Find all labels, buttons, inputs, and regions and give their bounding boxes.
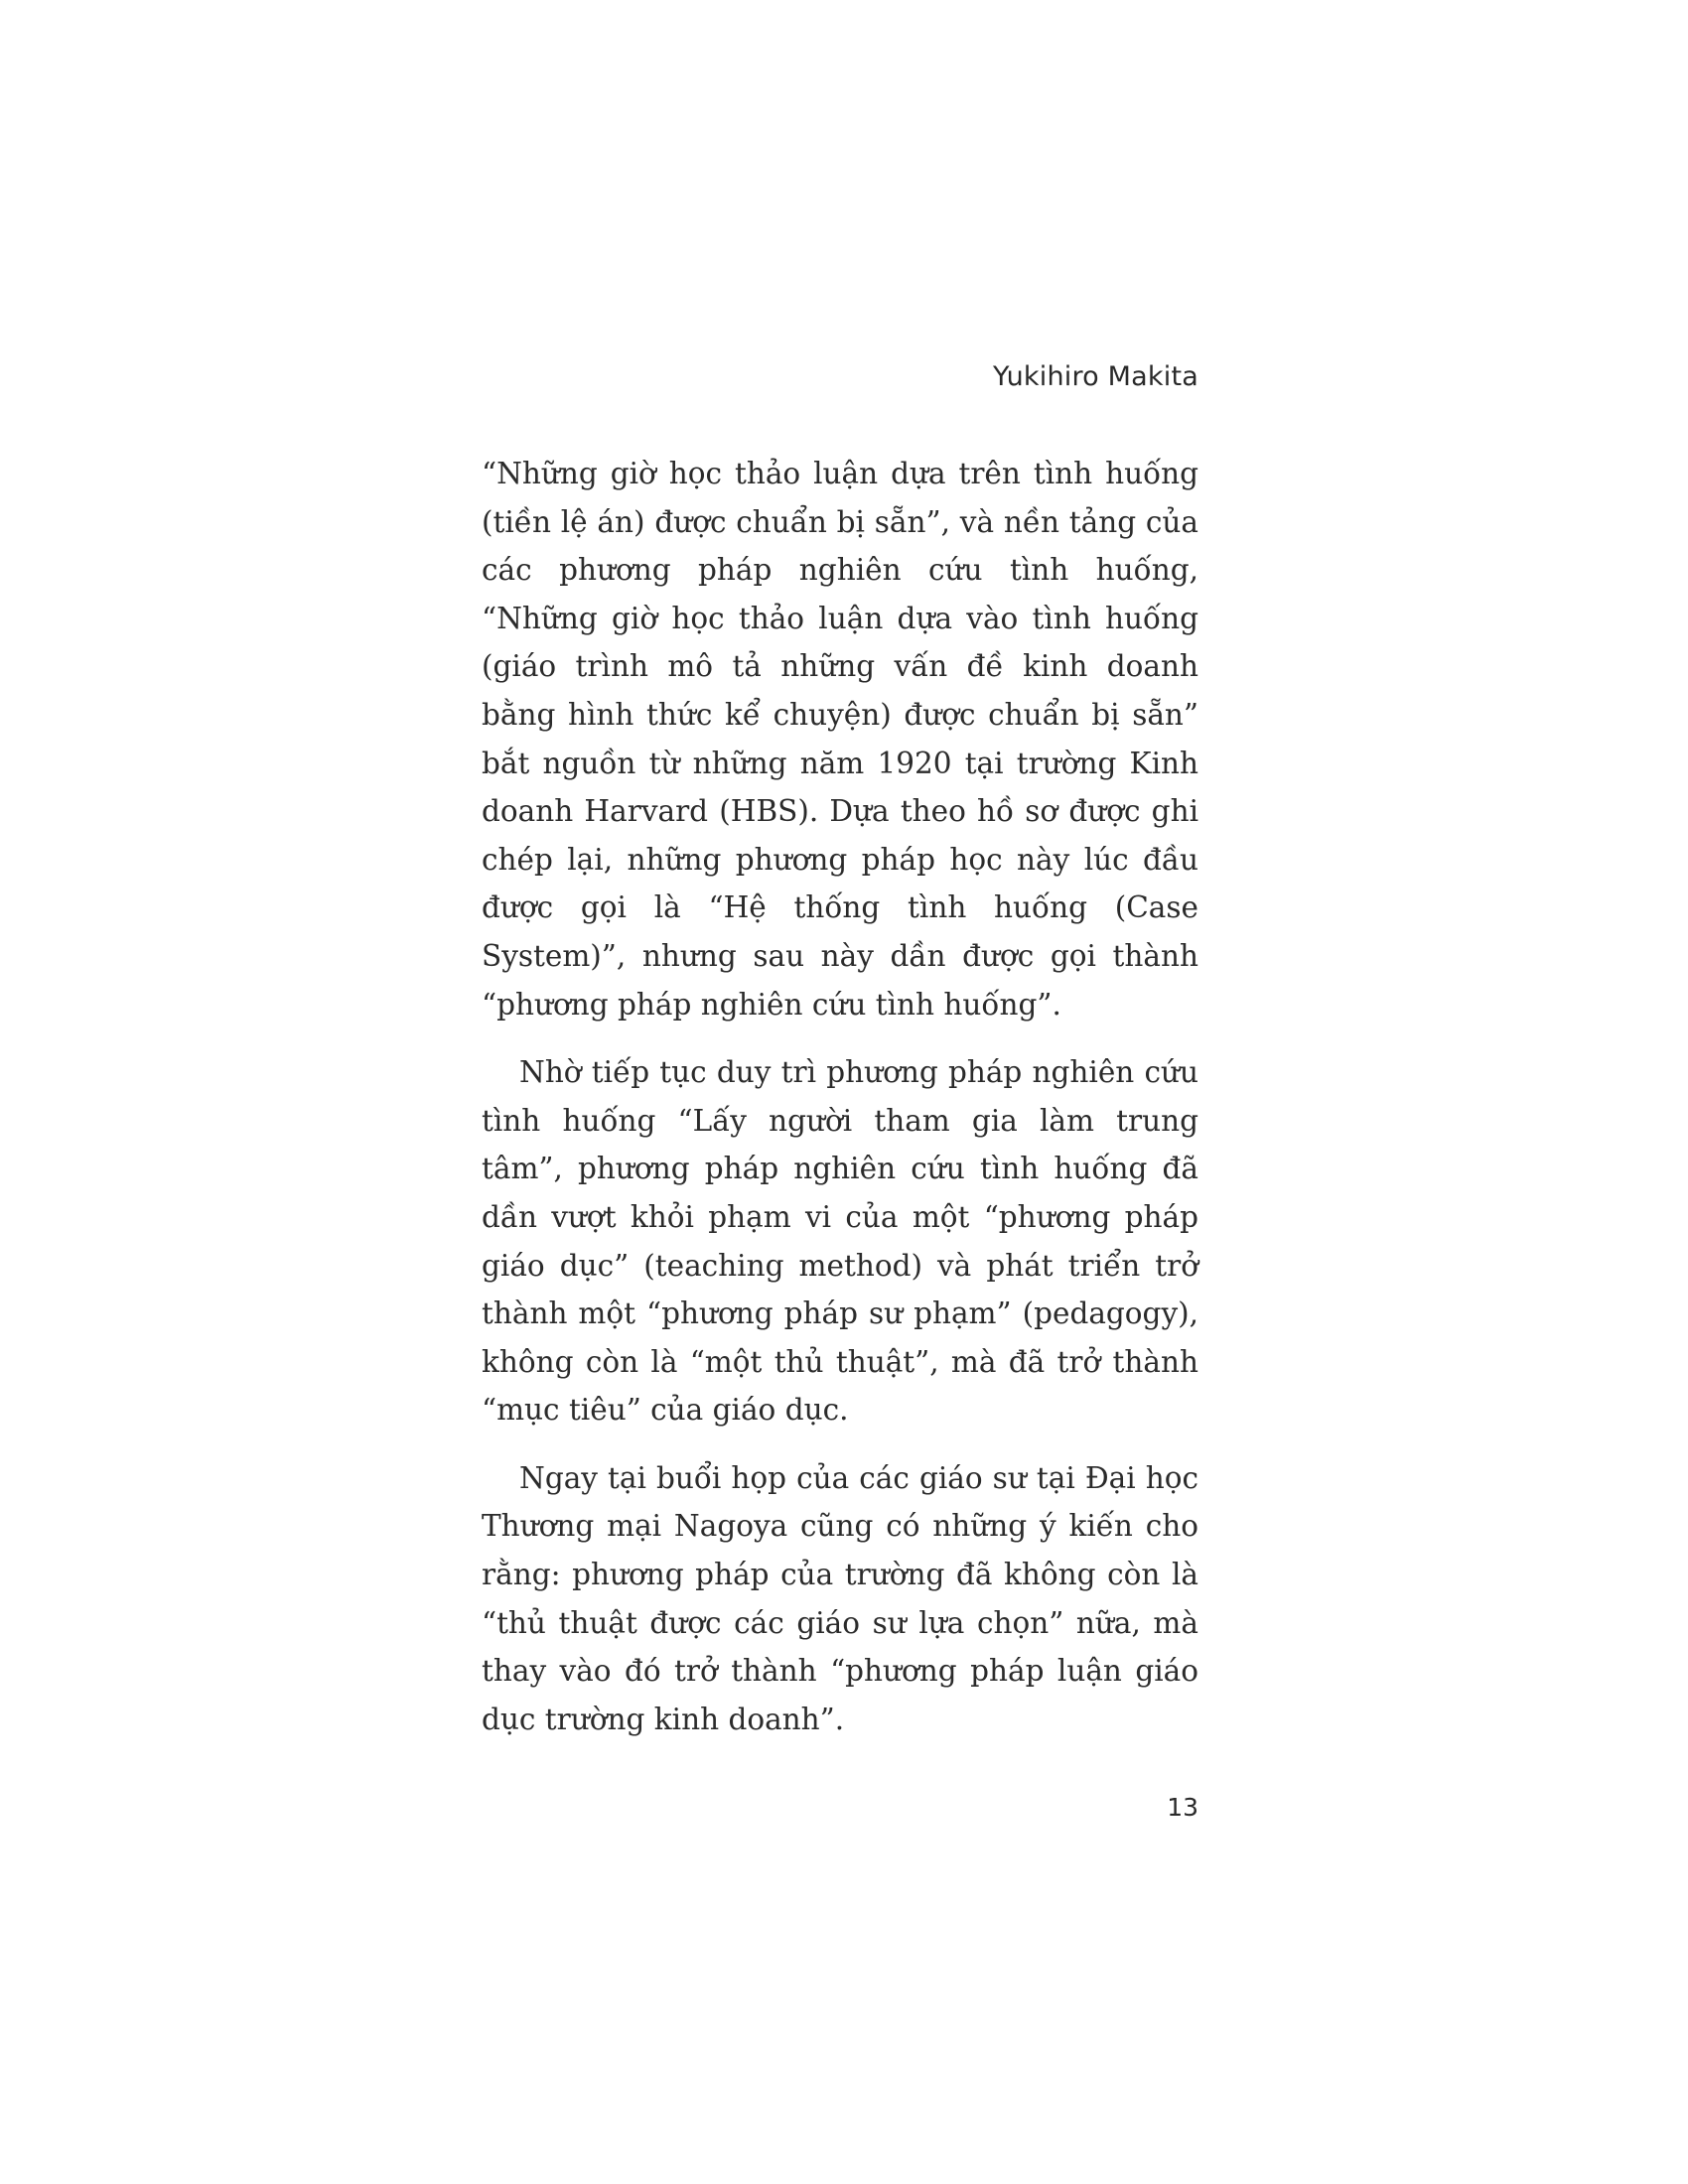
running-head-author: Yukihiro Makita — [993, 361, 1198, 392]
paragraph-2: Nhờ tiếp tục duy trì phương pháp nghiên cứu tình huống “Lấy người tham gia làm trung tâm”, phương pháp nghiên cứu tình huống đã dần vượt khỏi phạm vi của một “phương pháp giáo dục” (teaching method) và phát triển trở thành một “phương pháp sư phạm” (pedagogy), không còn là “một thủ thuật”, mà đã trở thành “mục tiêu” của giáo dục. — [482, 1055, 1198, 1428]
paragraph-1: “Những giờ học thảo luận dựa trên tình huống (tiền lệ án) được chuẩn bị sẵn”, và nền tảng của các phương pháp nghiên cứu tình huống, “Những giờ học thảo luận dựa vào tình huống (giáo trình mô tả những vấn đề kinh doanh bằng hình thức kể chuyện) được chuẩn bị sẵn” bắt nguồn từ những năm 1920 tại trường Kinh doanh Harvard (HBS). Dựa theo hồ sơ được ghi chép lại, những phương pháp học này lúc đầu được gọi là “Hệ thống tình huống (Case System)”, nhưng sau này dần được gọi thành “phương pháp nghiên cứu tình huống”. — [482, 457, 1198, 1022]
body-text — [482, 450, 1198, 1763]
page-number: 13 — [1167, 1793, 1198, 1822]
paragraph-3: Ngay tại buổi họp của các giáo sư tại Đại học Thương mại Nagoya cũng có những ý kiến cho rằng: phương pháp của trường đã không còn là “thủ thuật được các giáo sư lựa chọn” nữa, mà thay vào đó trở thành “phương pháp luận giáo dục trường kinh doanh”. — [482, 1460, 1198, 1736]
